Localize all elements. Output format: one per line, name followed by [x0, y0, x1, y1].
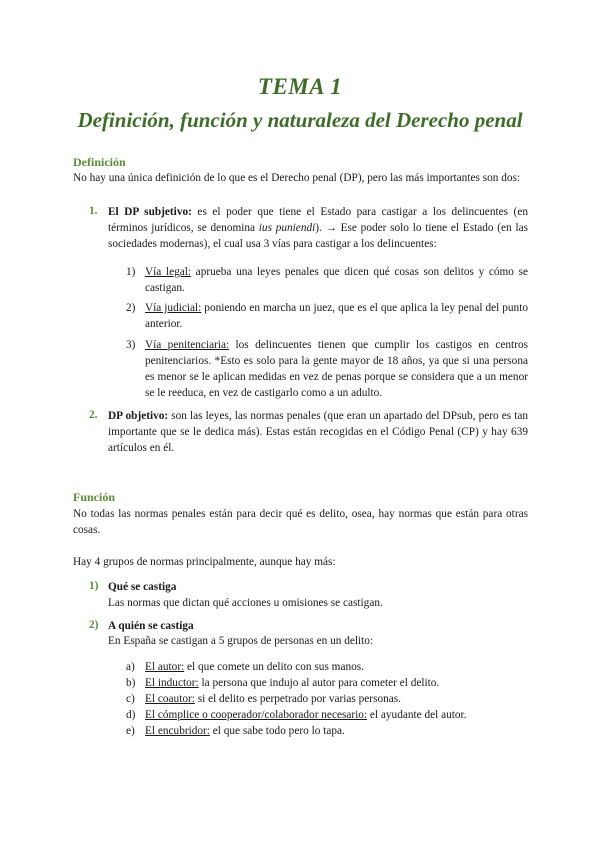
group-text: Las normas que dictan qué acciones u omisiones se castigan. [108, 597, 383, 609]
sub-item-encubridor [145, 723, 528, 739]
sub-text: aprueba una leyes penales que dicen qué cosas son delitos y cómo se castigan. [145, 266, 528, 294]
sub-number: 3) [126, 339, 136, 351]
definicion-intro: No hay una única definición de lo que es el Derecho penal (DP), pero las más importantes son dos: [73, 172, 521, 184]
sub-text: los delincuentes tienen que cumplir los castigos en centros penitenciarios. *Esto es solo para la gente mayor de 18 años, ya que si una persona es menor se le aplican medidas en vez de penas porque se considera que a un menor se le reeduca, en vez de castigarlo como a un adulto. [145, 339, 528, 399]
section-heading-definicion: Definición [73, 155, 126, 169]
section-heading-funcion: Función [73, 490, 116, 504]
sub-number: 1) [126, 266, 136, 278]
definition-item-subjetivo [108, 204, 528, 252]
sub-text: el que sabe todo pero lo tapa. [209, 725, 345, 737]
term-dp-subjetivo: El DP subjetivo: [108, 206, 192, 218]
definition-item-objetivo [108, 408, 528, 456]
item-text: ). → Ese poder solo lo tiene el Estado (en las sociedades modernas), el cual usa 3 vías para castigar a los delincuentes: [108, 222, 528, 250]
italic-term: ius puniendi [258, 222, 316, 234]
item-text: es el poder que tiene el Estado para castigar a los delincuentes (en términos jurídicos, se denomina [108, 206, 528, 234]
list-number: 2. [89, 409, 98, 421]
list-number: 1. [89, 205, 98, 217]
sub-letter: d) [126, 709, 136, 721]
document-subtitle: Definición, función y naturaleza del Derecho penal [77, 108, 523, 132]
sub-letter: e) [126, 725, 135, 737]
sub-item-via-legal [145, 264, 528, 296]
sub-item-autor [145, 659, 528, 675]
sub-item-complice [145, 707, 528, 723]
sub-item-inductor [145, 675, 528, 691]
sub-item-via-judicial [145, 300, 528, 332]
sub-term: El coautor: [145, 693, 195, 705]
sub-term: Vía penitenciaria: [145, 339, 230, 351]
item-text: son las leyes, las normas penales (que eran un apartado del DPsub, pero es tan importante que se le dedica más). Estas están recogidas en el Código Penal (CP) y hay 639 artículos en él. [108, 410, 528, 454]
sub-letter: b) [126, 677, 136, 689]
sub-term: Vía judicial: [145, 302, 202, 314]
group-number: 2) [89, 619, 99, 631]
sub-term: El inductor: [145, 677, 199, 689]
sub-number: 2) [126, 302, 136, 314]
group-title-que-se-castiga: Qué se castiga [108, 581, 177, 593]
group-title-a-quien-se-castiga: A quién se castiga [108, 620, 194, 632]
sub-item-coautor [145, 691, 528, 707]
sub-letter: c) [126, 693, 135, 705]
sub-text: el ayudante del autor. [367, 709, 467, 721]
sub-term: Vía legal: [145, 266, 192, 278]
sub-term: El cómplice o cooperador/colaborador necesario: [145, 709, 368, 721]
funcion-groups-intro: Hay 4 grupos de normas principalmente, aunque hay más: [73, 556, 336, 568]
group-number: 1) [89, 580, 99, 592]
sub-letter: a) [126, 661, 135, 673]
document-title: TEMA 1 [257, 74, 343, 99]
sub-text: si el delito es perpetrado por varias personas. [194, 693, 401, 705]
sub-term: El autor: [145, 661, 185, 673]
sub-item-via-penitenciaria [145, 337, 528, 401]
term-dp-objetivo: DP objetivo: [108, 410, 169, 422]
sub-text: poniendo en marcha un juez, que es el que aplica la ley penal del punto anterior. [145, 302, 528, 330]
sub-term: El encubridor: [145, 725, 210, 737]
sub-text: el que comete un delito con sus manos. [184, 661, 364, 673]
group-text: En España se castigan a 5 grupos de personas en un delito: [108, 635, 374, 647]
sub-text: la persona que indujo al autor para cometer el delito. [198, 677, 440, 689]
funcion-intro: No todas las normas penales están para decir qué es delito, osea, hay normas que están para otras cosas. [73, 508, 528, 536]
